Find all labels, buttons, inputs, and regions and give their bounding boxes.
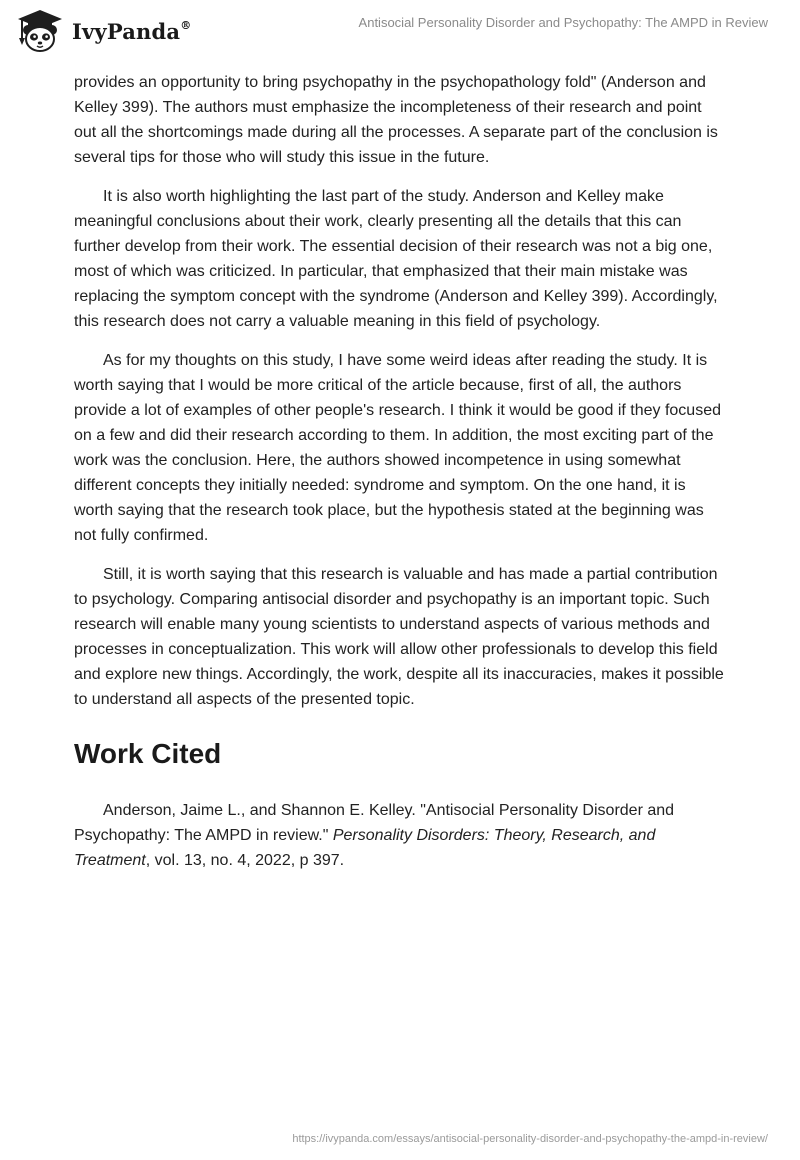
paragraph-2: It is also worth highlighting the last part of the study. Anderson and Kelley make meaningful conclusions about their work, clearly presenting all the details that this can further develop from their work. The essential decision of their research was not a big one, most of which was criticized. In particular, that emphasized that their main mistake was replacing the symptom concept with the syndrome (Anderson and Kelley 399). Accordingly, this research does not carry a valuable meaning in this field of psychology.	[74, 188, 718, 330]
citation-journal: Personality Disorders: Theory, Research, and Treatment	[74, 827, 656, 869]
brand-name	[72, 19, 191, 44]
document-title: Antisocial Personality Disorder and Psychopathy: The AMPD in Review	[358, 15, 768, 30]
brand-name-text: IvyPanda	[72, 18, 181, 44]
paragraph-3: As for my thoughts on this study, I have some weird ideas after reading the study. It is worth saying that I would be more critical of the article because, first of all, the authors provide a lot of examples of other people's research. I think it would be good if they focused on a few and did their research according to them. In addition, the most exciting part of the work was the conclusion. Here, the authors showed incompetence in using somewhat different concepts they initially needed: syndrome and symptom. On the one hand, it is worth saying that the research took place, but the hypothesis stated at the beginning was not fully confirmed.	[74, 352, 721, 544]
source-url[interactable]: https://ivypanda.com/essays/antisocial-personality-disorder-and-psychopathy-the-ampd-in-review/	[292, 1133, 768, 1145]
ivypanda-logo[interactable]	[14, 8, 191, 54]
citation-authors: Anderson, Jaime L., and Shannon E. Kelley. "Antisocial Personality Disorder and Psychopathy: The AMPD in review."	[74, 802, 675, 844]
page-header	[0, 0, 800, 60]
works-cited-heading: Work Cited	[74, 738, 222, 769]
paragraph-4: Still, it is worth saying that this research is valuable and has made a partial contribution to psychology. Comparing antisocial disorder and psychopathy is an important topic. Such research will enable many young scientists to understand aspects of various methods and processes in conceptualization. This work will allow other professionals to develop this field and explore new things. Accordingly, the work, despite all its inaccuracies, makes it possible to understand all aspects of the presented topic.	[74, 566, 724, 708]
registered-mark: ®	[180, 18, 192, 32]
citation-details: , vol. 13, no. 4, 2022, p 397.	[145, 852, 345, 869]
essay-content	[74, 70, 726, 873]
citation-entry	[74, 798, 726, 873]
panda-graduation-cap-icon	[14, 8, 66, 54]
paragraph-1: provides an opportunity to bring psychopathy in the psychopathology fold" (Anderson and Kelley 399). The authors must emphasize the incompleteness of their research and point out all the shortcomings made during all the processes. A separate part of the conclusion is several tips for those who will study this issue in the future.	[74, 74, 718, 166]
